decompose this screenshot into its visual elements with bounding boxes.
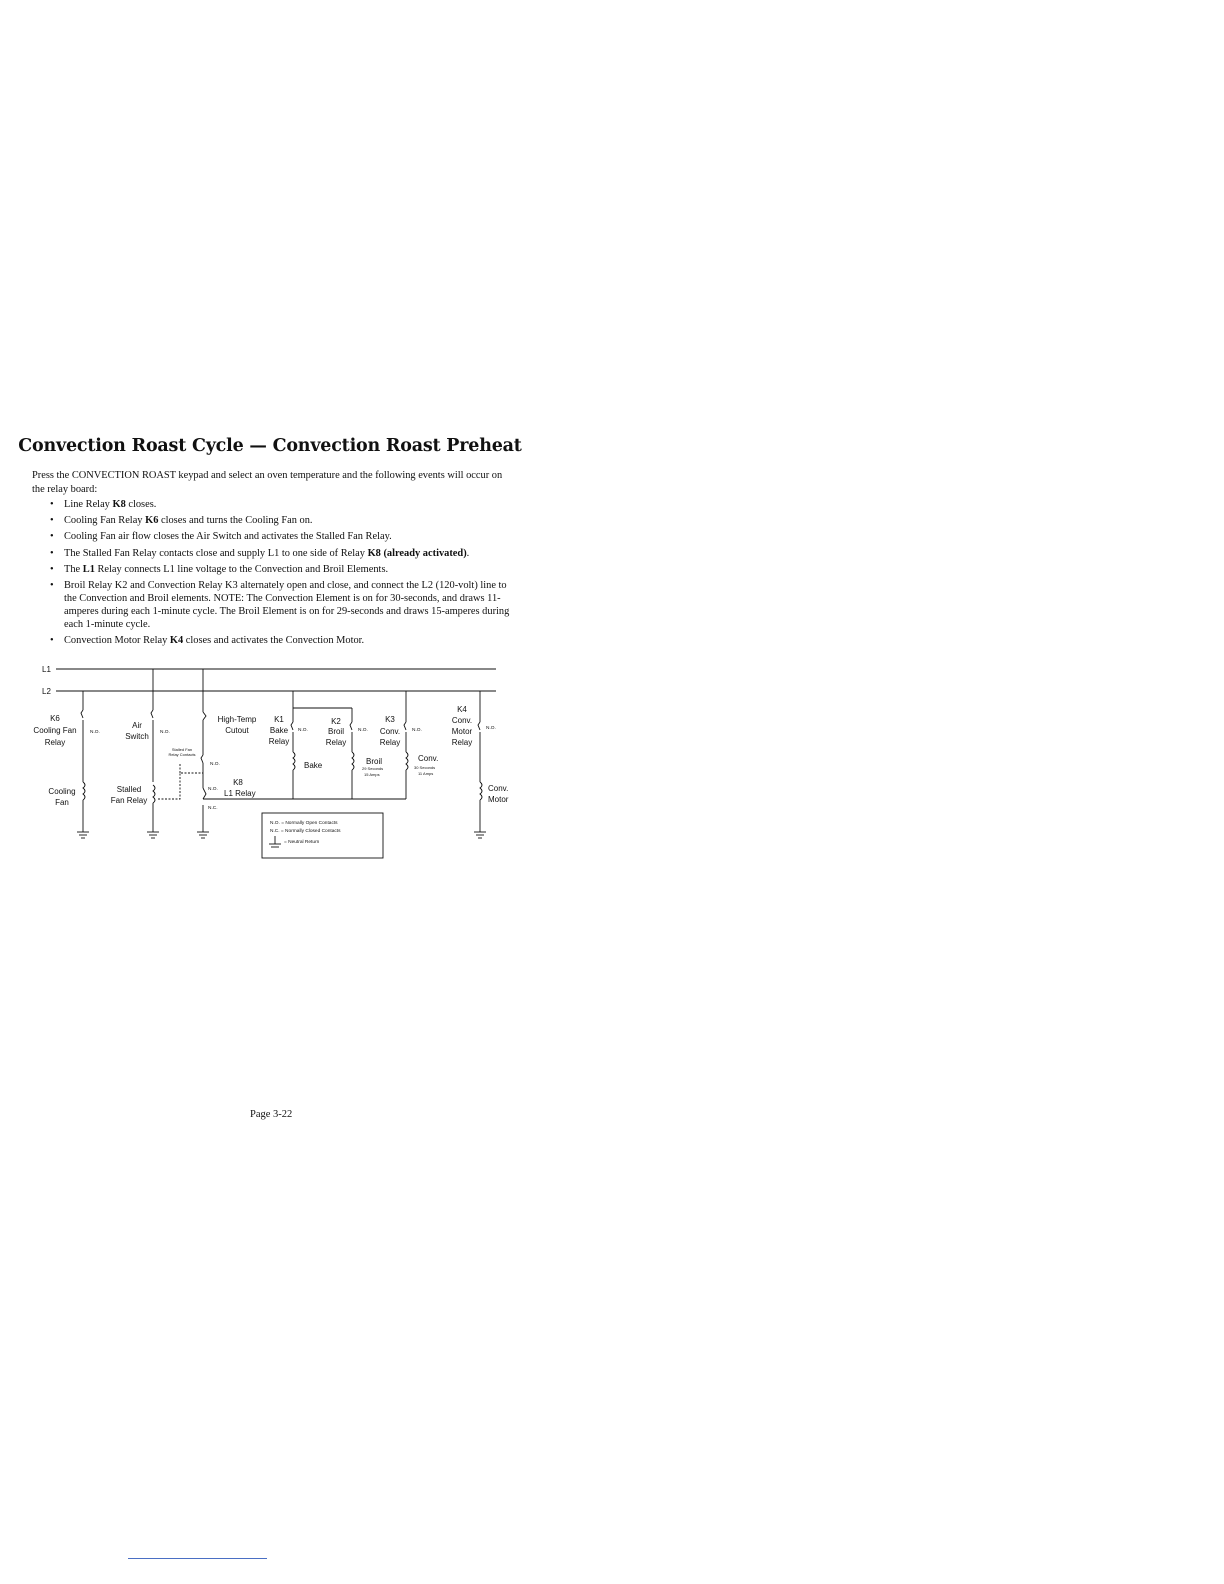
stalled-contacts-label-2: Relay Contacts xyxy=(168,752,196,757)
conv-time: 30 Seconds xyxy=(414,765,436,770)
k2-id: K2 xyxy=(331,717,341,726)
conv-element-coil xyxy=(406,752,408,770)
footer-rule xyxy=(128,1558,267,1559)
k8-name: L1 Relay xyxy=(224,789,256,798)
k6-name: Cooling Fan xyxy=(33,726,77,735)
stalled-contacts-n-o: N.O. xyxy=(210,762,220,767)
k8-id: K8 xyxy=(233,778,243,787)
k6-id: K6 xyxy=(50,714,60,723)
l2-label: L2 xyxy=(42,687,51,696)
cooling-fan-coil xyxy=(83,782,85,800)
k4-relay: Relay xyxy=(451,738,473,747)
page-number: Page 3-22 xyxy=(250,1109,293,1120)
k3-contact: N.O. xyxy=(412,728,422,733)
broil-amps: 15 Amps xyxy=(364,772,380,777)
bake-element-coil xyxy=(293,752,295,770)
broil-time: 29 Seconds xyxy=(362,766,384,771)
k4-id: K4 xyxy=(457,705,467,714)
air-switch-contact: N.O. xyxy=(160,730,170,735)
k6-relay: Relay xyxy=(44,738,66,747)
conv-motor-label: Conv. xyxy=(488,784,509,793)
high-temp-label-2: Cutout xyxy=(225,726,249,735)
list-item: • The Stalled Fan Relay contacts close and supply L1 to one side of Relay K8 (already activated). xyxy=(50,547,512,560)
list-item: • Line Relay K8 closes. xyxy=(50,498,512,511)
k8-contact xyxy=(203,788,206,799)
k1-contact: N.O. xyxy=(298,728,308,733)
stalled-relay-label-2: Fan Relay xyxy=(110,796,148,805)
page-title: Convection Roast Cycle — Convection Roast Preheat xyxy=(18,436,522,456)
legend-neutral: = Neutral Return xyxy=(284,840,320,845)
k2-relay: Relay xyxy=(325,738,347,747)
list-item: • Cooling Fan Relay K6 closes and turns the Cooling Fan on. xyxy=(50,514,512,527)
k3-id: K3 xyxy=(385,715,395,724)
k4-motor: Motor xyxy=(451,727,473,736)
k6-contact: N.O. xyxy=(90,730,100,735)
ground-symbol xyxy=(147,832,159,838)
stalled-relay-label: Stalled xyxy=(116,785,142,794)
k1-name: Bake xyxy=(269,726,289,735)
air-switch-label-2: Switch xyxy=(125,732,149,741)
ground-symbol xyxy=(77,832,89,838)
high-temp-label: High-Temp xyxy=(217,715,257,724)
ground-symbol xyxy=(474,832,486,838)
k1-relay: Relay xyxy=(268,737,290,746)
broil-element-coil xyxy=(352,752,354,770)
stalled-fan-coil xyxy=(153,785,155,803)
broil-label: Broil xyxy=(366,757,383,766)
legend-no: N.O. = Normally Open Contacts xyxy=(270,821,338,826)
conv-label: Conv. xyxy=(418,754,439,763)
high-temp-cutout-symbol xyxy=(203,712,206,720)
k1-id: K1 xyxy=(274,715,284,724)
k4-name: Conv. xyxy=(451,716,473,725)
air-switch-label: Air xyxy=(132,721,142,730)
cooling-fan-label: Cooling xyxy=(48,787,76,796)
legend-nc: N.C. = Normally Closed Contacts xyxy=(270,829,341,834)
intro-paragraph: Press the CONVECTION ROAST keypad and select an oven temperature and the following events will occur on the relay board: xyxy=(32,470,503,495)
k8-contact-nc: N.C. xyxy=(208,806,218,811)
k8-contact-no: N.O. xyxy=(208,787,218,792)
list-item: • The L1 Relay connects L1 line voltage to the Convection and Broil Elements. xyxy=(50,563,512,576)
list-item: • Cooling Fan air flow closes the Air Switch and activates the Stalled Fan Relay. xyxy=(50,530,512,543)
conv-motor-label-2: Motor xyxy=(488,795,509,804)
list-item: • Broil Relay K2 and Convection Relay K3 alternately open and close, and connect the L2 (120-volt) line to the Convection and Broil elements. NOTE: The Convection Element is on for 30-seconds, and draws 11-amperes during each 1-minute cycle. The Broil Element is on for 29-seconds and draws 15-amperes during each 1-minute cycle. xyxy=(50,579,512,631)
legend-box xyxy=(262,813,383,858)
stalled-contacts-label: Stalled Fan xyxy=(171,747,193,752)
diagram-labels xyxy=(33,665,508,845)
k2-contact: N.O. xyxy=(358,728,368,733)
k2-name: Broil xyxy=(327,727,345,736)
l1-label: L1 xyxy=(42,665,51,674)
k4-contact: N.O. xyxy=(486,726,496,731)
list-item: • Convection Motor Relay K4 closes and activates the Convection Motor. xyxy=(50,634,512,647)
conv-amps: 11 Amps xyxy=(418,771,434,776)
k3-relay: Relay xyxy=(379,738,401,747)
ground-symbol xyxy=(197,832,209,838)
conv-motor-coil xyxy=(480,782,482,800)
cooling-fan-label-2: Fan xyxy=(55,798,69,807)
k3-name: Conv. xyxy=(379,727,401,736)
ground-symbol xyxy=(269,836,281,847)
relay-schematic xyxy=(28,660,518,865)
event-list xyxy=(50,498,512,650)
bake-label: Bake xyxy=(304,761,323,770)
